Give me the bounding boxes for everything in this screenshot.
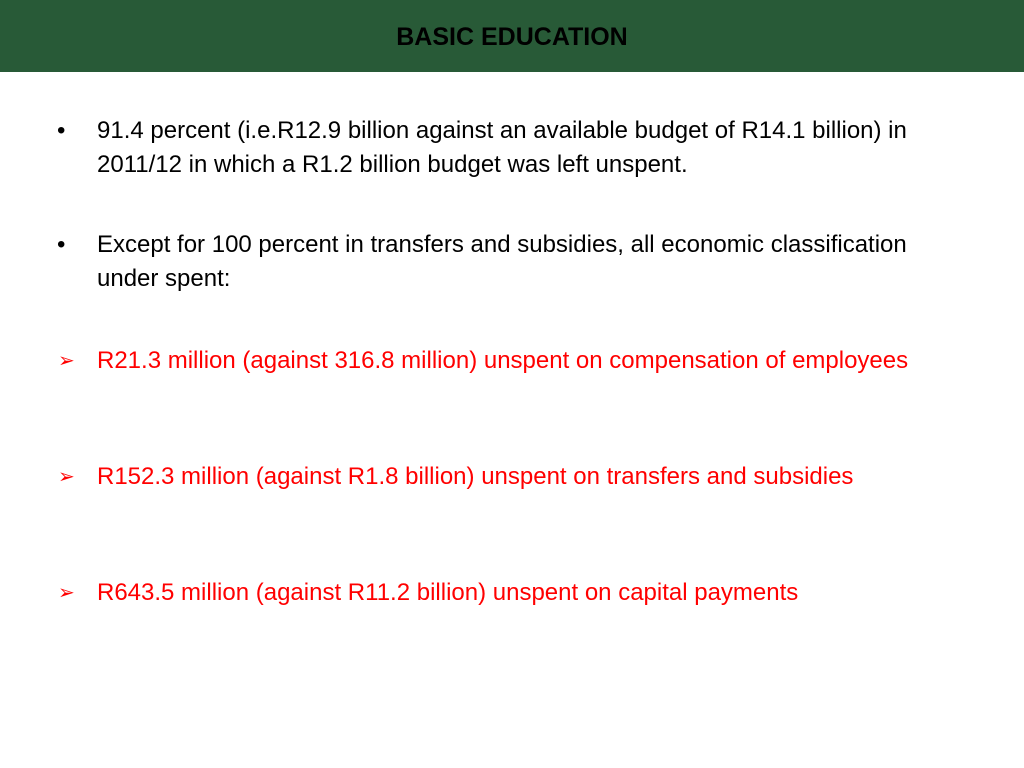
bullet-text: R643.5 million (against R11.2 billion) unspent on capital payments	[97, 579, 799, 606]
bullet-text: R152.3 million (against R1.8 billion) unspent on transfers and subsidies	[97, 463, 854, 490]
bullet-dot-icon: •	[57, 231, 66, 258]
arrow-bullet-icon: ➢	[58, 350, 75, 372]
bullet-text: R21.3 million (against 316.8 million) unspent on compensation of employees	[97, 347, 909, 374]
slide-title: BASIC EDUCATION	[396, 23, 628, 51]
bullet-dot-icon: •	[57, 117, 66, 144]
bullet-text: 91.4 percent (i.e.R12.9 billion against an available budget of R14.1 billion) in 2011/12 in which a R1.2 billion budget was left unspent.	[97, 117, 907, 178]
arrow-bullet-icon: ➢	[58, 582, 75, 604]
arrow-bullet-icon: ➢	[58, 466, 75, 488]
bullet-text: Except for 100 percent in transfers and subsidies, all economic classification under spent:	[97, 231, 907, 292]
